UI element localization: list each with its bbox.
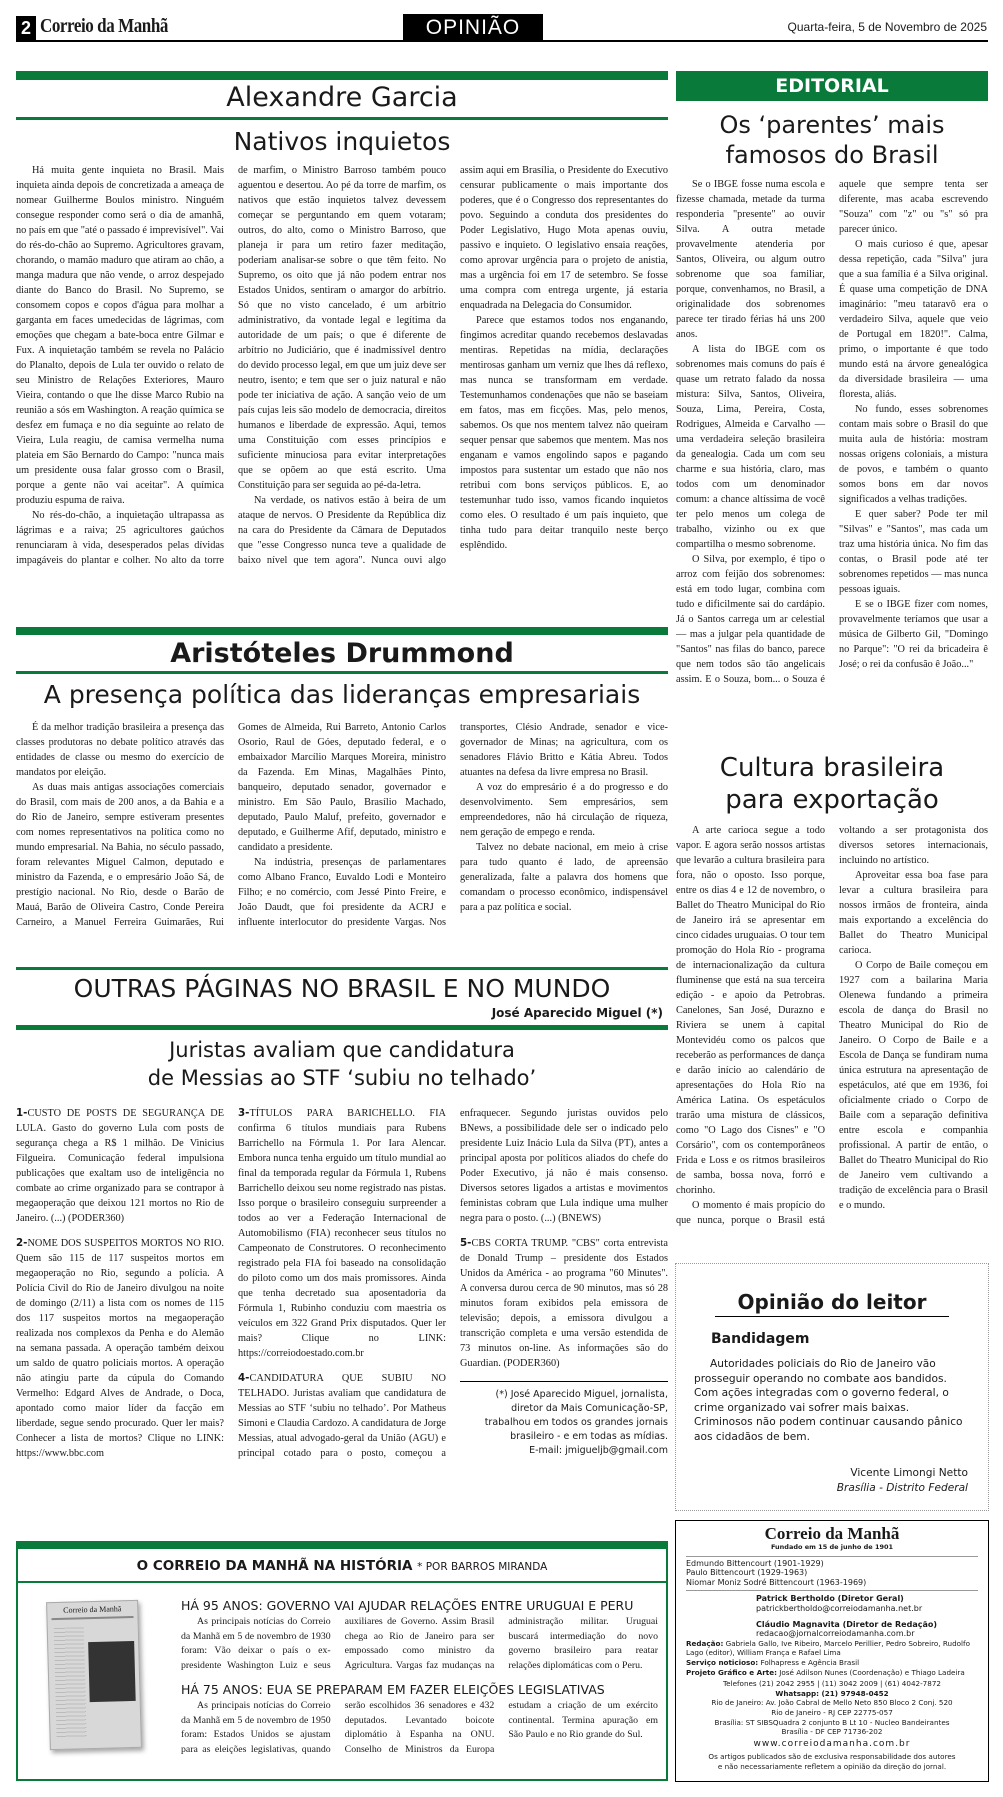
paragraph: O mais curioso é que, apesar dessa repetição, cada "Silva" jura que a sua família é a Silva original. É quase uma competição de DNA imaginário: "meu tataravô era o verdadeiro Silva, aquele que veio de Portugal em 1820!". Calma, primo, o importante é que todo mundo está na árvore genealógica da diversidade brasileira — uma floresta, aliás. [839, 239, 988, 400]
letter-text: Autoridades policiais do Rio de Janeiro vão prosseguir operando no combate aos bandidos. Com ações integradas com o governo federal, o crime organizado vai sofrer mais baixas. Criminosos não podem continuar causando pânico aos cidadãos de bem. [694, 1358, 963, 1443]
entry-text: As principais notícias do Correio da Manhã em 5 de novembro de 1950 foram: Estados Unidos se ajustam para as eleições legislativas, quando serão escolhidos 36 senadores e 432 deputados. Levantado boicote diplomátio à Espanha na ONU. Conselho de Ministros da Europa estudam a criação de um exército continental. Termina apuração em São Paulo e no Rio grande do Sul. [181, 1700, 658, 1755]
history-box [16, 1541, 668, 1781]
masthead-logo: Correio da Manhã [764, 1524, 900, 1543]
item-headline: CBS CORTA TRUMP. [471, 1238, 569, 1249]
paragraph: E se o IBGE fizer com nomes, provavelmente teríamos que usar a música de Gilberto Gil, "Domingo no Parque": "O rei da bricadeira ê José; o rei da confusão ê João..." [839, 599, 988, 670]
servico-credit [686, 1658, 978, 1668]
paragraph: E quer saber? Pode ter mil "Silvas" e "Santos", mas cada um traz uma história única. No fim das contas, o Brasil pode até ter sobrenomes repetidos — mas nunca pessoas iguais. [839, 509, 988, 595]
item-number: 1- [16, 1107, 28, 1119]
editorial-title: Os ‘parentes’ mais famosos do Brasil [719, 111, 945, 169]
entry-text: As principais notícias do Correio da Manhã em 5 de novembro de 1930 foram: Vão deixar o país o ex-presidente Washington Luiz e seus auxiliares de Governo. Assim Brasil chega ao Rio de Janeiro para ser empossado como ministro da Agricultura. Vargas faz mudanças na administração militar. Uruguai buscará intermediação do novo governo brasileiro para reatar relações diplomáticas com o Peru. [181, 1616, 658, 1671]
credit-value: Folhapress e Agência Brasil [760, 1657, 860, 1667]
item-headline: CANDIDATURA QUE SUBIU NO TELHADO. [238, 1373, 446, 1399]
paragraph: A voz do empresário é a do progresso e do desenvolvimento. Sem empresários, sem empreendedores, não há circulação de riqueza, nem geração de empego e renda. [460, 782, 668, 838]
column-author: Aristóteles Drummond [170, 638, 514, 669]
address-line: Brasília: ST SIBSQuadra 2 conjunto B Lt 10 - Nucleo Bandeirantes [714, 1717, 950, 1727]
page-number: 2 [16, 16, 36, 40]
whatsapp: Whatsapp: (21) 97948-0452 [775, 1688, 889, 1698]
disclaimer-line: Os artigos publicados são de exclusiva responsabilidade dos autores [708, 1752, 956, 1762]
letter-title: Bandidagem [711, 1331, 810, 1347]
masthead-box [675, 1520, 989, 1782]
editorial-body [676, 177, 988, 752]
title-line: Cultura brasileira [719, 753, 945, 783]
address-line: Brasília - DF CEP 71736-202 [781, 1727, 883, 1737]
item-number: 2- [16, 1237, 28, 1249]
paragraph: O Silva, por exemplo, é tipo o arroz com feijão dos sobrenomes: está em todo lugar, combina com tudo e dificilmente sai do cardápio. Já o Santos carrega um ar celestial — mas a julgar pela quantidade de "Santos" nas filas do banco, parece que nem todos são tão angelicais assim. E o Souza, bom... o Souza é aquele que sempre tenta ser diferente, mas acaba escrevendo "Souza" com "z" ou "s" só pra parecer único. [676, 179, 988, 685]
clipping-photo [88, 1641, 136, 1702]
column-author: Alexandre Garcia [226, 82, 458, 113]
footnote-line: diretor da Mais Comunicação-SP, [511, 1403, 668, 1414]
credit-value: José Adilson Nunes (Coordenação) e Thiago Ladeira [779, 1667, 965, 1677]
address-line: Rio de Janeiro: Av. João Cabral de Mello Neto 850 Bloco 2 Conj. 520 [711, 1698, 953, 1708]
title-line: para exportação [725, 785, 939, 815]
green-rule [16, 117, 668, 120]
history-byline: * POR BARROS MIRANDA [417, 1561, 548, 1573]
news-item [16, 1106, 224, 1226]
credit-label: Serviço noticioso: [686, 1657, 759, 1667]
director-editorial: Cláudio Magnavita (Diretor de Redação) [756, 1619, 938, 1629]
item-text: Juristas avaliam que candidatura de Messias ao STF ‘subiu no telhado’. Por Matheus Simoni e Claudia Cardozo. A candidatura de Jorge Messias, atual advogado-geral da União (AGU) e principal cotado para o posto, começou a enfraquecer. Segundo juristas ouvidos pelo BNews, a possibilidade dele ser o indicado pelo presidente Luiz Inácio Lula da Silva (PT), antes a principal aposta por políticos aliados do chefe do Poder Executivo, já não é mais consenso. Diversos setores ligados a artistas e movimentos feministas cobram que Lula indique uma mulher negra para o posto. (...) (BNEWS) [238, 1108, 668, 1459]
address-line: Rio de Janeiro - RJ CEP 22775-057 [771, 1707, 893, 1717]
article-body [16, 720, 668, 960]
reader-opinion-box [675, 1263, 989, 1511]
article-title [676, 752, 988, 816]
entry-title: HÁ 95 ANOS: GOVERNO VAI AJUDAR RELAÇÕES ENTRE URUGUAI E PERU [181, 1598, 634, 1613]
paragraph: No fundo, esses sobrenomes contam mais sobre o Brasil do que muita aula de história: mostram nossas origens coloniais, a mistura de povos, e também o quanto somos bons em dar novos significados a velhas tradições. [839, 404, 988, 505]
history-title: O CORREIO DA MANHÃ NA HISTÓRIA [136, 1558, 413, 1574]
founder: Paulo Bittencourt (1929-1963) [686, 1568, 808, 1578]
paragraph: O momento é mais propício do que nunca, porque o Brasil está voltando a ser protagonista dos diversos setores internacionais, incluindo no artístico. [676, 825, 988, 1226]
paragraph: A lista do IBGE com os sobrenomes mais comuns do país é quase um retrato falado da nossa mistura: Silva, Santos, Oliveira, Souza, Lima, Pereira, Costa, Rodrigues, Almeida e Carvalho — uma verdadeira seleção brasileira da genealogia. Cada um com seu charme e sua história, claro, mas todos com um denominador comum: a chance altíssima de você ter pelo menos um colega de trabalho, vizinho ou ex que compartilha o mesmo sobrenome. [676, 344, 825, 550]
item-text: "CBS" corta entrevista de Donald Trump – presidente dos Estados Unidos da América - ao programa "60 Minutes". A conversa durou cerca de 90 minutos, mas só 28 minutos foram exibidos pela emissora de televisão; depois, a emissora divulgou a transcrição completa e uma versão estendida de 73 minutos on-line. As informações são do Guardian. (PODER360) [460, 1238, 668, 1369]
clipping-rule [51, 1616, 133, 1620]
credit-label: Projeto Gráfico e Arte: [686, 1667, 777, 1677]
staff-credits [686, 1639, 978, 1677]
letter-author: Vicente Limongi Netto [850, 1467, 968, 1479]
paragraph: No rés-do-chão, a inquietação ultrapassa as lágrimas e a raiva; 25 agricultores gaúchos renunciaram à vida, desesperados pelas dívidas impagáveis do plantar e colher. No alto da torre de marfim, o Ministro Barroso também pouco aguentou e desertou. Ao pé da torre de marfim, os nativos que estão inquietos talvez devessem começar se perguntando em quem votaram; outros, do alto, como o Ministro Barroso, que planeja ir para um retiro fazer meditação, poderiam analisar-se sobre o que têm feito. No Supremo, os oito que já não podem entrar nos Estados Unidos, sentiram o amargor do arbítrio. Só que no visto cancelado, é um arbítrio administrativo, da vontade legal e legítima da autoridade de um país; o que é diferente de arbítrio no Judiciário, que é inadmissível dentro do devido processo legal, em que um juiz deve ser neutro, isento; e tem que ser o juiz natural e não pode ter iniciativa de ação. A sanção veio de um país cujas leis são modelo de democracia, direitos humanos e liberdade de expressão. Aqui, temos uma Constituição com esses princípios e suficiente minuciosa para evitar interpretações que se opõem ao que está escrito. Uma Constituição para ser seguida ao pé-da-letra. [16, 165, 446, 566]
directors [686, 1590, 978, 1638]
disclaimer-line: e não necessariamente refletem a opinião da direção do jornal. [717, 1761, 947, 1771]
credit-value: Gabriela Gallo, Ive Ribeiro, Marcelo Perillier, Pedro Sobreiro, Rudolfo Lago (editor), William França e Rafael Lima [686, 1638, 970, 1658]
contact-info [686, 1679, 978, 1771]
history-heading [18, 1549, 666, 1583]
green-rule [16, 967, 668, 970]
item-headline: NOME DOS SUSPEITOS MORTOS NO RIO. [27, 1238, 224, 1249]
director-general-email[interactable]: patrickbertholdo@correiodamanha.net.br [756, 1603, 923, 1613]
item-number: 5- [460, 1237, 472, 1249]
article-title [16, 1036, 668, 1092]
clipping-text-lines [54, 1627, 87, 1738]
box-heading: Opinião do leitor [715, 1290, 949, 1317]
founders-list [686, 1556, 978, 1588]
paragraph: Na indústria, presenças de parlamentares como Albano Franco, Euvaldo Lodi e Monteiro Filho; e no comércio, com Jessé Pinto Freire, e João Daudt, que foi presidente da ACRJ e influente interlocutor do presidente Vargas. Nos transportes, Clésio Andrade, senador e vice-governador de Minas; na agricultura, com os senadores Flávio Britto e Kátia Abreu. Todos atuantes na defesa da livre empresa no Brasil. [238, 722, 668, 928]
paragraph: Talvez no debate nacional, em meio à crise para tudo quanto é lado, de apreensão generalizada, falte a palavra dos homens que comandam o processo econômico, indispensável para a paz política e social. [460, 842, 668, 913]
history-entry [181, 1597, 658, 1673]
website-link[interactable]: www.correiodamanha.com.br [753, 1738, 911, 1749]
letter-location: Brasília - Distrito Federal [836, 1482, 968, 1494]
green-rule [16, 71, 668, 80]
paragraph: Aproveitar essa boa fase para levar a cultura brasileira para nossos irmãos de fronteira, ainda mais exportando a excelência do Ballet do Theatro Municipal carioca. [839, 870, 988, 956]
footnote-line: (*) José Aparecido Miguel, jornalista, [495, 1389, 668, 1400]
article-title: Nativos inquietos [233, 127, 451, 156]
paragraph: As duas mais antigas associações comerciais do Brasil, com mais de 200 anos, a da Bahia e a do Rio de Janeiro, sempre estiveram presentes com nomes representativos na política como no mundo empresarial. Na Bahia, no século passado, foram relevantes Miguel Calmon, deputado e ministro da Fazenda, e o empresário João Sá, de prestígio nacional. No Rio, desde o Barão de Mauá, Barão de Oliveira Castro, Conde Pereira Carneiro, a Manuel Ferreira Guimarães, Rui Gomes de Almeida, Rui Barreto, Antonio Carlos Osorio, Raul de Góes, deputado federal, e o embaixador Marcílio Marques Moreira, ministro da Fazenda. Em Minas, Magalhães Pinto, banqueiro, deputado senador, governador e ministro. Em São Paulo, Brasílio Machado, deputado, Paulo Maluf, prefeito, governador e deputado, e Guilherme Afif, deputado, ministro e candidato a presidente. [16, 722, 446, 928]
footnote-line: trabalhou em todos os grandes jornais [484, 1417, 668, 1428]
author-footnote [460, 1381, 668, 1458]
founder: Edmundo Bittencourt (1901-1929) [686, 1558, 824, 1568]
paragraph: Há muita gente inquieta no Brasil. Mais inquieta ainda depois de concretizada a ameaça de nomear Guilherme Boulos ministro. Ninguém consegue responder como será o dia de amanhã, no país em que "até o passado é imprevisível". Vai do rés-do-chão ao Supremo. Agricultores gravam, chorando, o mamão maduro que atiram ao chão, a manga madura que não vende, o arroz despejado diante do Banco do Brasil. No Supremo, se consomem copos e copos d'água para molhar a garganta em faces umedecidas de lágrimas, com emoções que chegam a bate-boca entre Gilmar e Fux. A inquietação também se revela no Palácio do Planalto, depois de Lula ter ouvido o relato de seu Ministro de Relações Exteriores, Mauro Vieira, contando o que lhe disse Marco Rubio na reunião a sós em Washington. A reação química se desfez em fumaça e no dia seguinte ao relato de Vieira, Lula reagiu, de camisa vermelha numa plateia em São Bernardo do Campo: "nunca mais um presidente ousa falar grosso com o Brasil, porque a gente não vai aceitar". A química produziu espuma de raiva. [16, 165, 225, 506]
paragraph: O Corpo de Baile começou em 1927 com a bailarina Maria Olenewa fundando a primeira escola de dança do Brasil no Theatro Municipal do Rio de Janeiro. O Corpo de Baile e a Escola de Dança se fundiram numa única estrutura na apresentação de espetáculos, até que em 1936, foi oficialmente criado o Corpo de Baile com a separação definitiva entre escola e companhia profissional. A partir de então, o Ballet do Theatro Municipal do Rio de Janeiro vem cultivando a tradição de excelência para o Brasil e o mundo. [839, 960, 988, 1211]
article-body [16, 163, 668, 623]
item-text: Gasto do governo Lula com posts de segurança chega a R$ 1 milhão. De Vinicius Filgueira. Comunicação federal impulsiona publicações que exaltam uso de inteligência no combate ao crime organizado para se contrapor à megaoperação que deixou 121 mortos no Rio de Janeiro. (...) (PODER360) [16, 1123, 224, 1224]
paragraph: Parece que estamos todos nos enganando, fingimos acreditar quando recebemos deslavadas mentiras. Repetidas na mídia, declarações mentirosas ganham um verniz que lhes dá reflexo, mas nunca se transformam em verdade. Testemunhamos condenações que não se baseiam em fatos, mas em ficções. Mas, pelo menos, sabemos. Os que nos mentem talvez não queiram sequer pensar que sabemos que mentem. Mas nos enganam e vamos engolindo sapos e pagando impostos para sustentar um estado que não nos retribui com bons serviços públicos. E, ao testemunhar tudo isso, vamos ficando inquietos como eles. O resultado é um país inquieto, que tinha tudo para deitar tranquilo neste berço esplêndido. [460, 315, 668, 551]
issue-date: Quarta-feira, 5 de Novembro de 2025 [787, 20, 987, 34]
paragraph: Se o IBGE fosse numa escola e fizesse chamada, metade da turma responderia "presente" ao ouvir Silva. A outra metade provavelmente atenderia por Santos, Oliveira, ou algum outro sobrenome que soa familiar, porque, convenhamos, no Brasil, a originalidade dos sobrenomes parece ter tirado férias há uns 200 anos. [676, 179, 825, 340]
credit-label: Redação: [686, 1638, 724, 1648]
footnote-line[interactable]: E-mail: jmigueljb@gmail.com [529, 1445, 668, 1456]
item-number: 3- [238, 1107, 250, 1119]
redacao-credit [686, 1639, 978, 1658]
entry-title: HÁ 75 ANOS: EUA SE PREPARAM EM FAZER ELEIÇÕES LEGISLATIVAS [181, 1682, 605, 1697]
news-items [16, 1106, 668, 1506]
paragraph: A arte carioca segue a todo vapor. E agora serão nossos artistas que levarão a cultura brasileira para fora, não o oposto. Isso porque, entre os dias 4 e 12 de novembro, o Ballet do Theatro Municipal do Rio de Janeiro irá se apresentar em cinco cidades uruguaias. O tour tem promoção do Hola Río - programa de internacionalização da cultura fluminense que está na sua terceira edição - e apoio da Petrobras. Canelones, San José, Durazno e Riviera se unem à capital Montevidéu como os palcos que receberão as performances de dança e darão início ao calendário de apresentações do Hola Río na América Latina. Os espetáculos trarão uma mistura de clássicos, como "O Lago dos Cisnes" e "O Corsário", com os contemporâneos Frida e Loss e os ritmos brasileiros de samba, bossa nova, forró e chorinho. [676, 825, 825, 1196]
section-heading: OUTRAS PÁGINAS NO BRASIL E NO MUNDO [73, 974, 611, 1003]
title-line: Juristas avaliam que candidatura [169, 1038, 515, 1062]
paragraph: É da melhor tradição brasileira a presença das classes produtoras no debate político através das entidades de classe ou mesmo do exercício de mandatos por eleição. [16, 722, 224, 778]
section-label: OPINIÃO [403, 14, 543, 41]
news-item [238, 1106, 446, 1361]
newspaper-clipping-image [46, 1600, 142, 1750]
founded-date: Fundado em 15 de junho de 1901 [770, 1543, 894, 1551]
phone-numbers: Telefones (21) 2042 2955 | (11) 3042 2009 | (61) 4042-7872 [723, 1679, 941, 1689]
news-item [460, 1236, 668, 1371]
history-entry [181, 1681, 658, 1757]
paragraph: Na verdade, os nativos estão à beira de um ataque de nervos. O Presidente da República diz na cara do Presidente da Câmara de Deputados que "esse Congresso nunca teve a qualidade de baixo nível que tem agora". Nunca ouvi algo assim aqui em Brasília, o Presidente do Executivo censurar publicamente o mais importante dos poderes, que é o Congresso dos representantes do povo. Seguindo a conduta dos presidentes do Poder Legislativo, Hugo Mota apenas ouviu, passivo e inquieto. O legislativo ensaia reações, como aprovar urgência para o projeto de anistia, mas a urgência foi em 17 de setembro. Se fosse uma compra com entrega urgente, já estaria enquadrada na Delegacia do Consumidor. [238, 165, 668, 566]
green-rule [18, 1541, 666, 1549]
projeto-credit [686, 1668, 978, 1678]
director-editorial-email[interactable]: redacao@jornalcorreiodamanha.com.br [756, 1629, 915, 1639]
article-body [676, 823, 988, 1248]
title-line: de Messias ao STF ‘subiu no telhado’ [147, 1066, 537, 1090]
editorial-label: EDITORIAL [676, 71, 988, 101]
news-item [16, 1236, 224, 1461]
green-rule [16, 627, 668, 635]
article-title: A presença política das lideranças empresariais [43, 680, 641, 709]
item-headline: CUSTO DE POSTS DE SEGURANÇA DE LULA. [16, 1108, 224, 1134]
header-rule [16, 40, 988, 42]
green-rule [16, 671, 668, 674]
item-text: FIA confirma 6 títulos mundiais para Rubens Barrichello na Fórmula 1. Por Iara Alencar. Embora nunca tenha erguido um título mundial ao final da temporada regular da Fórmula 1, Rubens Barrichello deixou seu nome registrado nas pistas. Isso porque o brasileiro conseguiu surpreender a todos ao ver a Federação Internacional de Automobilismo (FIA) reconhecer seus títulos no Campeonato de Construtores. O reconhecimento registrado pela FIA foi baseado na consolidação do piloto como um dos mais promissores. Ainda que tenha decretado sua aposentadoria da Fórmula 1, Rubinho conduziu com maestria os veículos em 322 Grand Prix disputados. Quer ler mais? Clique no LINK: https://correiodoestado.com.br [238, 1108, 446, 1359]
founder: Niomar Moniz Sodré Bittencourt (1963-1969) [686, 1577, 867, 1587]
director-general: Patrick Bertholdo (Diretor Geral) [756, 1594, 904, 1604]
item-headline: TÍTULOS PARA BARICHELLO. [249, 1108, 415, 1119]
item-number: 4- [238, 1372, 250, 1384]
newspaper-logo: Correio da Manhã [40, 15, 168, 37]
clipping-logo: Correio da Manhã [63, 1604, 122, 1615]
item-text: Quem são 115 de 117 suspeitos mortos em megaoperação no Rio, segundo a polícia. A Polícia Civil do Rio de Janeiro divulgou na noite de domingo (2/11) a lista com os nomes de 115 dos 117 suspeitos mortos na megaoperação realizada nos complexos da Penha e do Alemão na semana passada. A operação também deixou um saldo de quatro policiais mortos. A operação não atingiu parte da cúpula do Comando Vermelho: Edgard Alves de Andrade, o Doca, apontado como maior líder da facção em liberdade, segue sendo procurado. Quer ler mais? Conhecer a lista de mortos? Clique no LINK: https://www.bbc.com [16, 1253, 224, 1459]
byline: José Aparecido Miguel (*) [491, 1006, 663, 1020]
footnote-line: brasileiro - e em todas as mídias. [510, 1431, 668, 1442]
green-rule [16, 1025, 668, 1030]
